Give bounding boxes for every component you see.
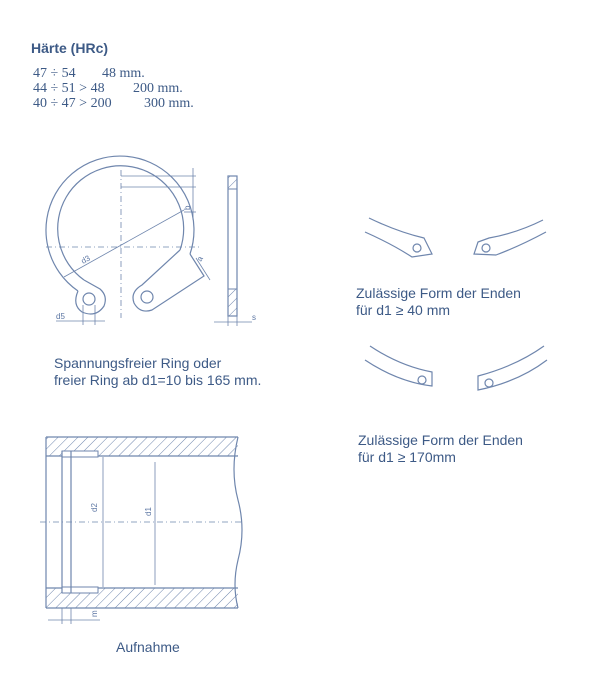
label-s: s [252,313,256,322]
label-a: a [194,254,205,263]
hardness-dim: 200 mm. [133,81,183,96]
housing-figure [40,437,244,624]
circlip-side-view [214,176,256,326]
housing-caption: Aufnahme [116,639,180,655]
label-d5: d5 [56,312,65,321]
label-d3: d3 [79,253,92,266]
label-b: b [183,205,192,210]
ring-caption [54,355,261,389]
ring-caption-line1: Spannungsfreier Ring oder [54,355,222,371]
ring-caption-line2: freier Ring ab d1=10 bis 165 mm. [54,372,262,388]
hardness-title: Härte (HRc) [31,40,109,56]
ends-170-caption [358,432,523,466]
hardness-dim: 48 mm. [102,66,145,81]
hardness-range: 47 ÷ 54 [33,66,76,81]
circlip-front-view [46,156,210,325]
ends-40-caption [356,285,521,319]
ends-40-caption-line2: für d1 ≥ 40 mm [356,302,451,318]
label-d2: d2 [90,503,99,512]
label-d1: d1 [144,507,153,516]
ends-40-caption-line1: Zulässige Form der Enden [356,285,521,301]
hardness-range: 44 ÷ 51 > 48 [33,81,105,96]
ends-170-caption-line2: für d1 ≥ 170mm [358,449,456,465]
ends-figure-170 [365,346,547,390]
hardness-dim: 300 mm. [144,96,194,111]
lug-hole-left [83,293,95,305]
ends-figure-40 [365,218,546,257]
ends-170-caption-line1: Zulässige Form der Enden [358,432,523,448]
hardness-range: 40 ÷ 47 > 200 [33,96,112,111]
lug-hole-right [141,291,153,303]
label-m: m [90,610,99,617]
